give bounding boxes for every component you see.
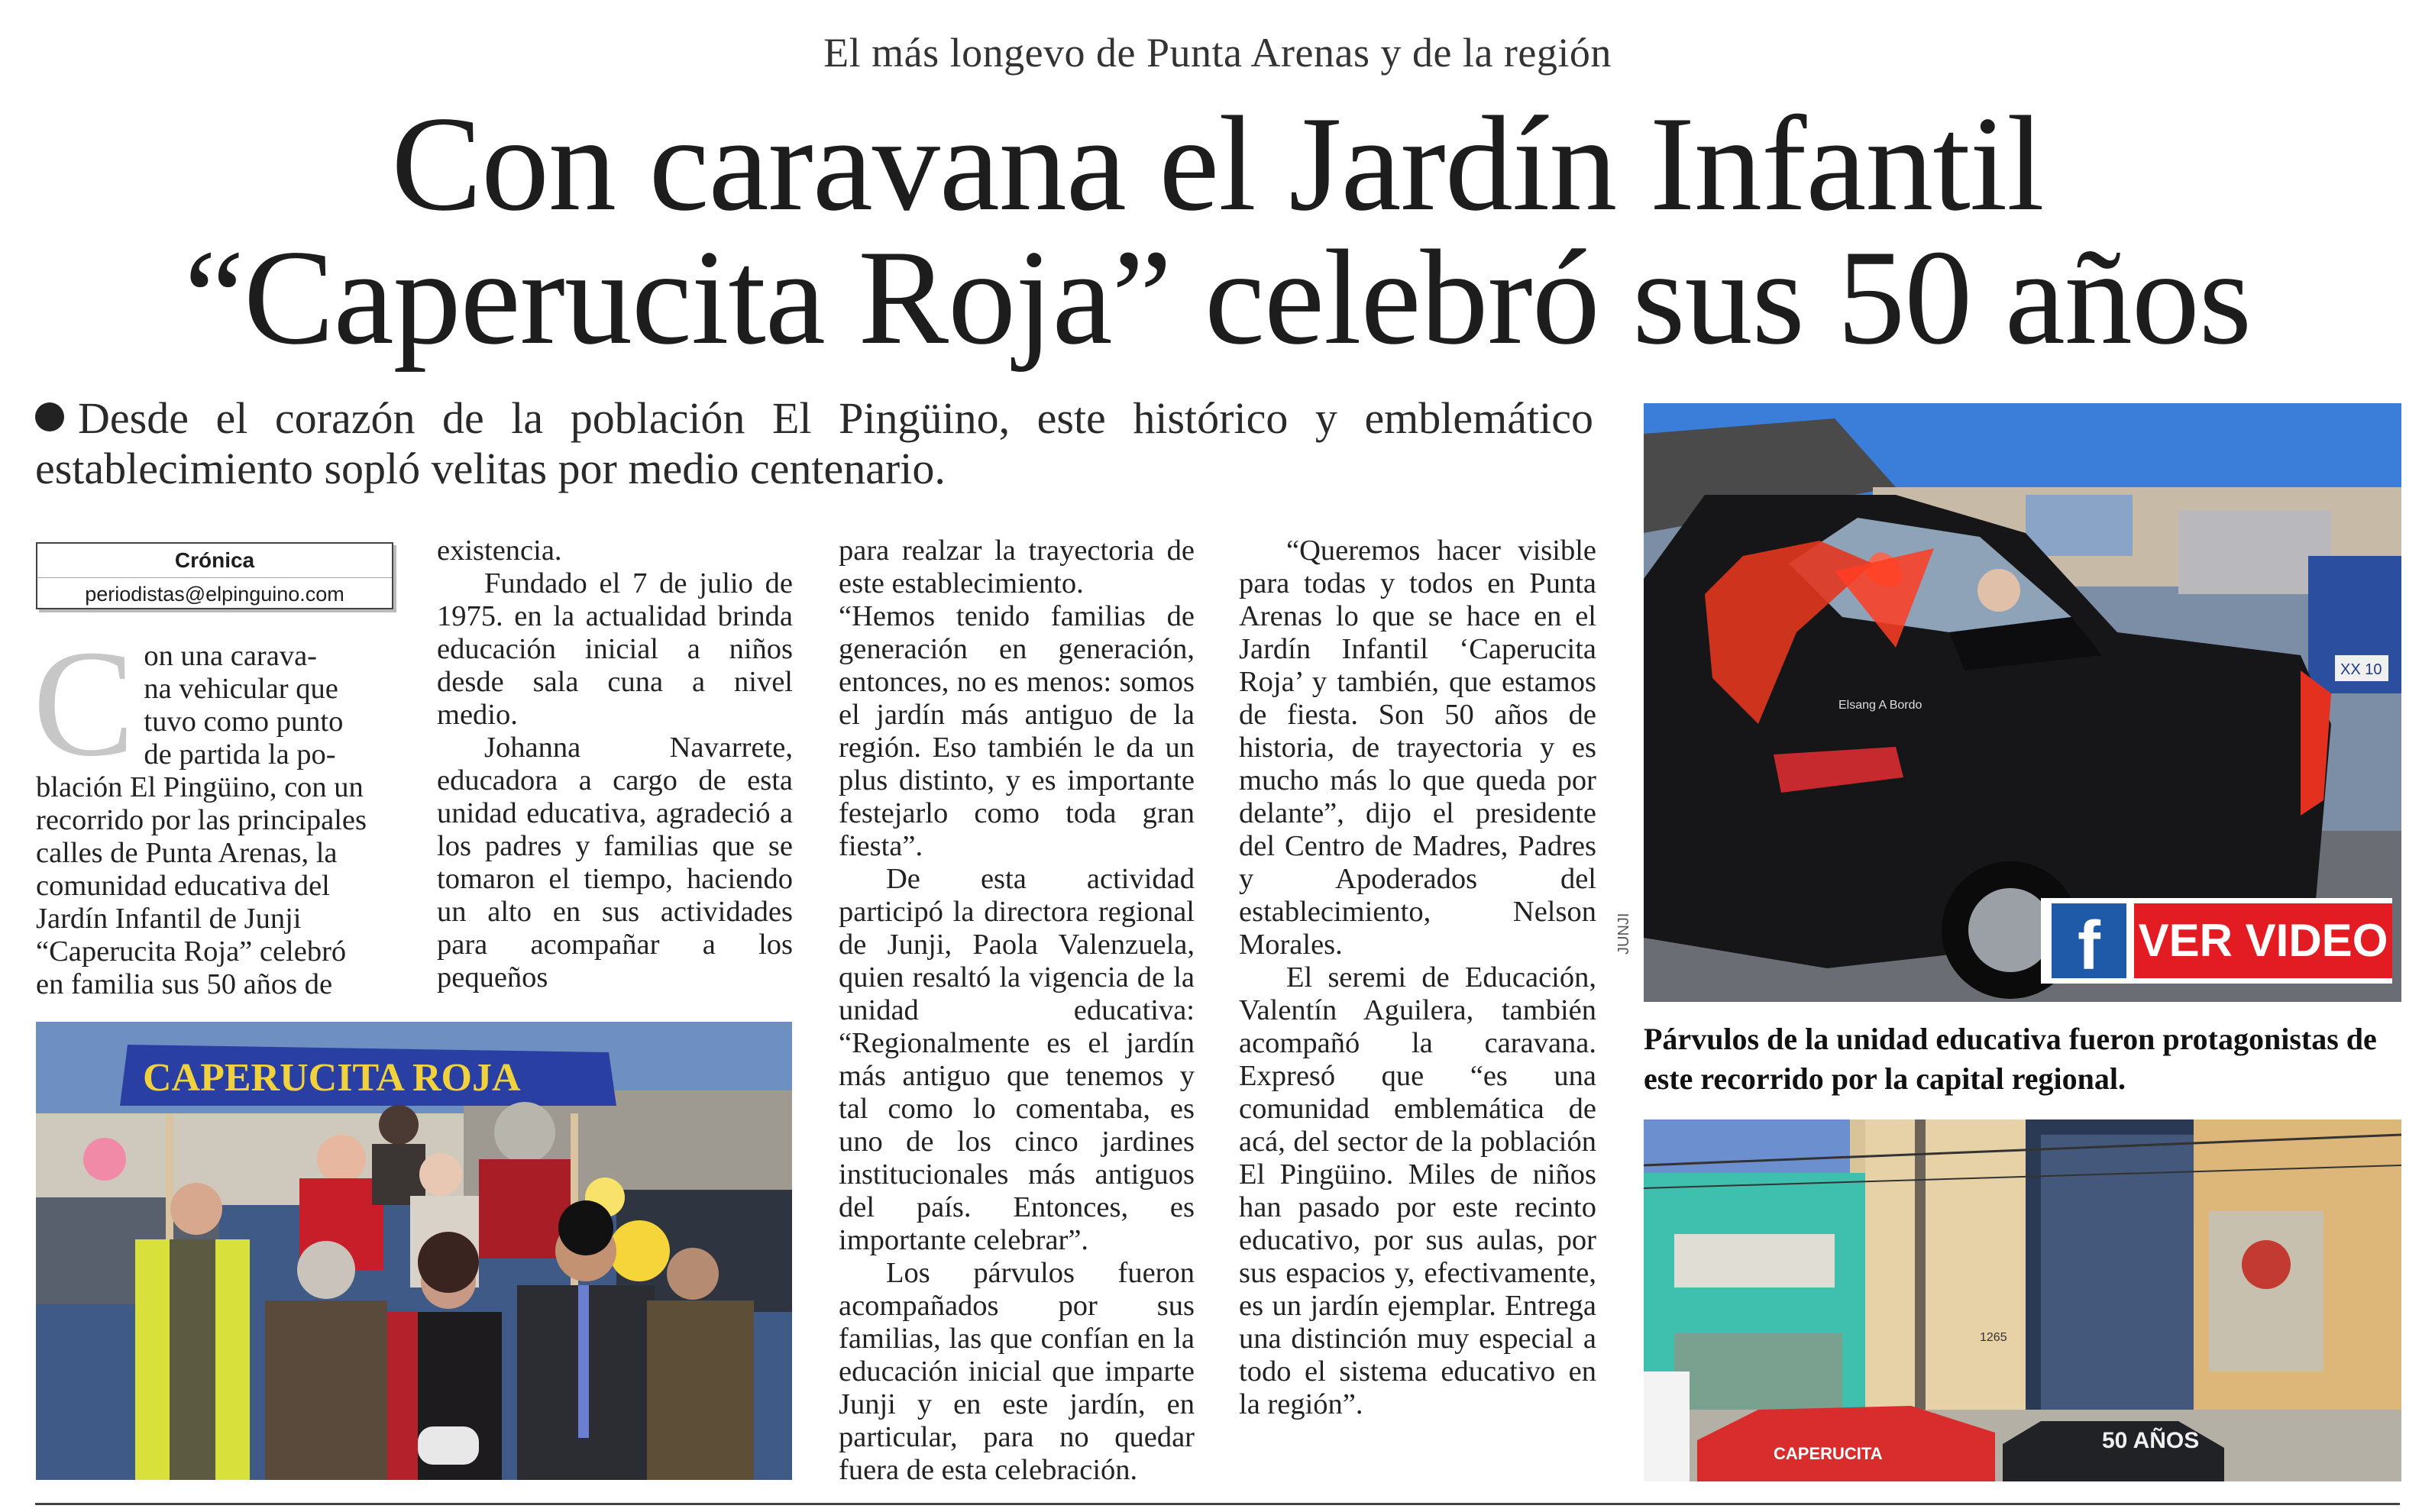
col1-line: comunidad educativa del bbox=[36, 870, 330, 902]
photo-caption: Párvulos de la unidad educativa fueron protagonistas de este recorrido por la capital regional. bbox=[1644, 1022, 2377, 1096]
group-photo-illustration bbox=[36, 1022, 792, 1480]
col1-line: blación El Pingüino, con un bbox=[36, 771, 364, 803]
deck-text: Desde el corazón de la población El Pingüino, este histórico y emblemático establecimiento sopló velitas por medio centenario. bbox=[35, 393, 1593, 493]
paragraph: Fundado el 7 de julio de 1975. en la actualidad brinda educación inicial a niños desde sala cuna a nivel medio. bbox=[437, 567, 793, 731]
paragraph: Los párvulos fueron acompañados por sus familias, las que confían en la educación inicial que imparte Junji y en este jardín, en particular, para no quedar fuera de esta celebración. bbox=[839, 1257, 1195, 1486]
video-badge-label: VER VIDEO bbox=[2134, 903, 2392, 978]
col1-line: na vehicular que bbox=[144, 673, 338, 705]
car-plate: XX 10 bbox=[2340, 661, 2382, 678]
column-2 bbox=[437, 535, 793, 994]
group-photo bbox=[36, 1022, 792, 1480]
byline-section: Crónica bbox=[37, 548, 392, 578]
paragraph: para realzar la trayectoria de este establecimiento. bbox=[839, 535, 1195, 599]
building-photo-illustration bbox=[1644, 1119, 2401, 1481]
deck bbox=[35, 393, 1593, 494]
paragraph: Johanna Navarrete, educadora a cargo de esta unidad educativa, agradeció a los padres y familias que se tomaron el tiempo, haciendo un alto en sus actividades para acompañar a los pequeños bbox=[437, 732, 793, 993]
col1-line: “Caperucita Roja” celebró bbox=[36, 935, 347, 968]
col1-line: on una carava- bbox=[144, 640, 317, 672]
column-1 bbox=[33, 619, 390, 1001]
paragraph: existencia. bbox=[437, 535, 562, 567]
paragraph: El seremi de Educación, Valentín Aguilera, también acompañó la caravana. Expresó que “es una comunidad emblemática de acá, del sector de la población El Pingüino. Miles de niños han pasado por este recinto educativo, por sus aulas, por sus espacios y, efectivamente, es un jardín ejemplar. Entrega una distinción muy especial a todo el sistema educativo en la región”. bbox=[1239, 961, 1596, 1420]
col1-line: recorrido por las principales bbox=[36, 804, 367, 836]
kicker: El más longevo de Punta Arenas y de la región bbox=[823, 30, 1612, 76]
paragraph: De esta actividad participó la directora regional de Junji, Paola Valenzuela, quien resaltó la vigencia de la unidad educativa: “Regionalmente es el jardín más antiguo que tenemos y tal como lo comentaba, es uno de los cinco jardines institucionales más antiguos del país. Entonces, es importante celebrar”. bbox=[839, 863, 1195, 1256]
bottom-rule bbox=[35, 1503, 2400, 1505]
headline-line-2: “Caperucita Roja” celebró sus 50 años bbox=[183, 221, 2252, 373]
building-number: 1265 bbox=[1980, 1331, 2007, 1344]
car-window-text: 50 AÑOS bbox=[2102, 1428, 2200, 1453]
facebook-icon: f bbox=[2052, 903, 2126, 978]
headline-line-1: Con caravana el Jardín Infantil bbox=[391, 88, 2044, 239]
col1-line: tuvo como punto bbox=[144, 706, 344, 738]
col1-line: en familia sus 50 años de bbox=[36, 968, 333, 1000]
byline-email[interactable]: periodistas@elpinguino.com bbox=[85, 583, 344, 606]
paragraph: “Queremos hacer visible para todas y todos en Punta Arenas lo que se hace en el Jardín Infantil ‘Caperucita Roja’ y también, que estamos de fiesta. Son 50 años de historia, de trayectoria y es mucho más lo que queda por delante”, dijo el presidente del Centro de Madres, Padres y Apoderados del establecimiento, Nelson Morales. bbox=[1239, 535, 1596, 961]
column-3 bbox=[839, 535, 1195, 1487]
bullet-icon bbox=[35, 402, 64, 431]
svg-text:CAPERUCITA: CAPERUCITA bbox=[1774, 1444, 1883, 1463]
banner-text: CAPERUCITA ROJA bbox=[143, 1056, 521, 1100]
column-4 bbox=[1239, 535, 1596, 1421]
col1-line: calles de Punta Arenas, la bbox=[36, 837, 338, 869]
paragraph: “Hemos tenido familias de generación en generación, entonces, no es menos: somos el jardín más antiguo de la región. Eso también le da un plus distinto, y es importante festejarlo como toda gran fiesta”. bbox=[839, 600, 1195, 862]
byline-box bbox=[36, 542, 393, 609]
drop-cap: C bbox=[33, 619, 135, 788]
car-photo bbox=[1644, 403, 2401, 1002]
col1-line: de partida la po- bbox=[144, 738, 336, 771]
video-badge[interactable] bbox=[2041, 898, 2392, 984]
car-sticker-text: Elsang A Bordo bbox=[1838, 699, 1922, 712]
col1-line: Jardín Infantil de Junji bbox=[36, 903, 302, 935]
photo-credit: JUNJI bbox=[1615, 913, 1632, 955]
building-photo bbox=[1644, 1119, 2401, 1481]
